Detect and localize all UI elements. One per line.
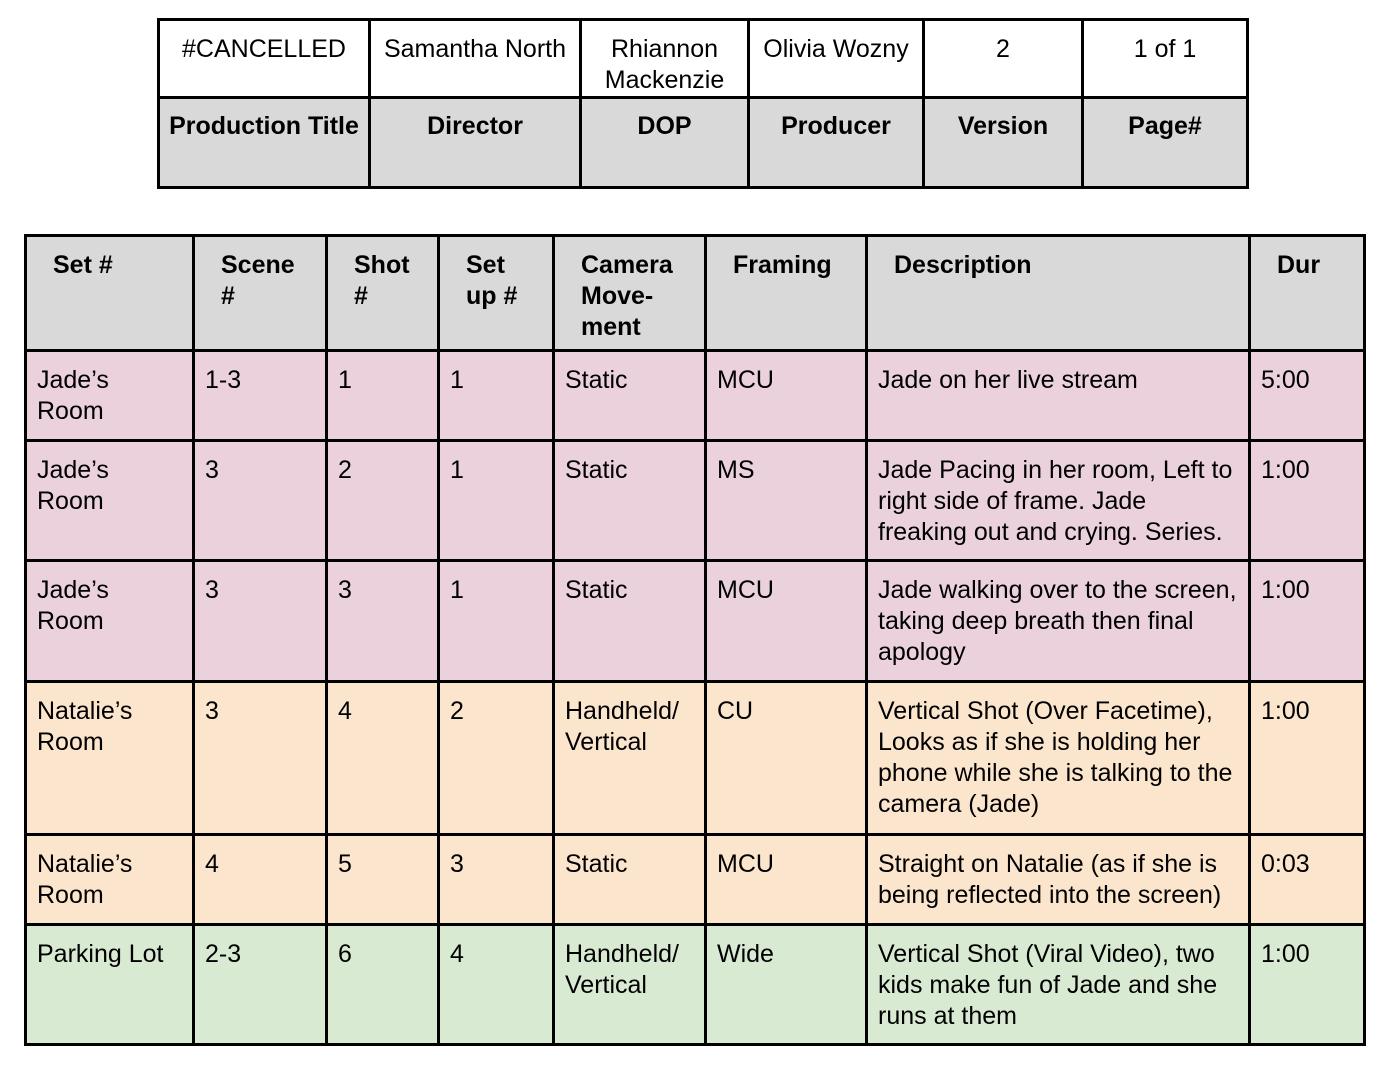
director-value: Samantha North (370, 20, 581, 98)
production-title-label: Production Title (159, 98, 370, 188)
producer-value: Olivia Wozny (749, 20, 924, 98)
scene-cell: 4 (194, 835, 327, 925)
shot-list-table (24, 234, 1366, 1046)
scene-cell: 3 (194, 682, 327, 835)
framing-cell: CU (706, 682, 867, 835)
table-row (26, 561, 1365, 682)
shot-cell: 3 (327, 561, 439, 682)
set-cell: Natalie’s Room (26, 682, 194, 835)
header-description: Description (867, 236, 1250, 351)
description-cell: Jade on her live stream (867, 351, 1250, 441)
header-dur: Dur (1250, 236, 1365, 351)
header-camera-movement: Camera Move-ment (554, 236, 706, 351)
scene-cell: 3 (194, 561, 327, 682)
setup-cell: 1 (439, 561, 554, 682)
scene-cell: 1-3 (194, 351, 327, 441)
dop-label: DOP (581, 98, 749, 188)
production-info-values-row (159, 20, 1248, 98)
version-value: 2 (924, 20, 1083, 98)
description-cell: Jade Pacing in her room, Left to right side of frame. Jade freaking out and crying. Series. (867, 441, 1250, 561)
header-set: Set # (26, 236, 194, 351)
table-row (26, 441, 1365, 561)
set-cell: Natalie’s Room (26, 835, 194, 925)
production-info-table (157, 18, 1249, 189)
description-cell: Straight on Natalie (as if she is being reflected into the screen) (867, 835, 1250, 925)
header-scene: Scene # (194, 236, 327, 351)
description-cell: Jade walking over to the screen, taking deep breath then final apology (867, 561, 1250, 682)
header-framing: Framing (706, 236, 867, 351)
set-cell: Jade’s Room (26, 561, 194, 682)
producer-label: Producer (749, 98, 924, 188)
table-row (26, 835, 1365, 925)
dur-cell: 1:00 (1250, 441, 1365, 561)
table-row (26, 682, 1365, 835)
description-cell: Vertical Shot (Viral Video), two kids make fun of Jade and she runs at them (867, 925, 1250, 1045)
header-shot: Shot # (327, 236, 439, 351)
shot-list-body (26, 351, 1365, 1045)
set-cell: Jade’s Room (26, 351, 194, 441)
set-cell: Parking Lot (26, 925, 194, 1045)
dur-cell: 5:00 (1250, 351, 1365, 441)
shot-cell: 5 (327, 835, 439, 925)
dur-cell: 1:00 (1250, 925, 1365, 1045)
production-title-value: #CANCELLED (159, 20, 370, 98)
setup-cell: 1 (439, 351, 554, 441)
dop-value: Rhiannon Mackenzie (581, 20, 749, 98)
version-label: Version (924, 98, 1083, 188)
shot-cell: 2 (327, 441, 439, 561)
header-setup: Set up # (439, 236, 554, 351)
framing-cell: Wide (706, 925, 867, 1045)
scene-cell: 3 (194, 441, 327, 561)
page-number-label: Page# (1083, 98, 1248, 188)
setup-cell: 3 (439, 835, 554, 925)
director-label: Director (370, 98, 581, 188)
dur-cell: 1:00 (1250, 561, 1365, 682)
camera-movement-cell: Handheld/ Vertical (554, 682, 706, 835)
dur-cell: 1:00 (1250, 682, 1365, 835)
table-row (26, 925, 1365, 1045)
setup-cell: 1 (439, 441, 554, 561)
camera-movement-cell: Handheld/ Vertical (554, 925, 706, 1045)
production-info-labels-row (159, 98, 1248, 188)
framing-cell: MCU (706, 835, 867, 925)
setup-cell: 4 (439, 925, 554, 1045)
setup-cell: 2 (439, 682, 554, 835)
camera-movement-cell: Static (554, 351, 706, 441)
shot-cell: 6 (327, 925, 439, 1045)
camera-movement-cell: Static (554, 835, 706, 925)
camera-movement-cell: Static (554, 561, 706, 682)
shot-cell: 1 (327, 351, 439, 441)
shot-cell: 4 (327, 682, 439, 835)
framing-cell: MCU (706, 561, 867, 682)
page-number-value: 1 of 1 (1083, 20, 1248, 98)
scene-cell: 2-3 (194, 925, 327, 1045)
dur-cell: 0:03 (1250, 835, 1365, 925)
shot-list-header-row (26, 236, 1365, 351)
set-cell: Jade’s Room (26, 441, 194, 561)
table-row (26, 351, 1365, 441)
framing-cell: MS (706, 441, 867, 561)
camera-movement-cell: Static (554, 441, 706, 561)
framing-cell: MCU (706, 351, 867, 441)
description-cell: Vertical Shot (Over Facetime), Looks as if she is holding her phone while she is talking to the camera (Jade) (867, 682, 1250, 835)
